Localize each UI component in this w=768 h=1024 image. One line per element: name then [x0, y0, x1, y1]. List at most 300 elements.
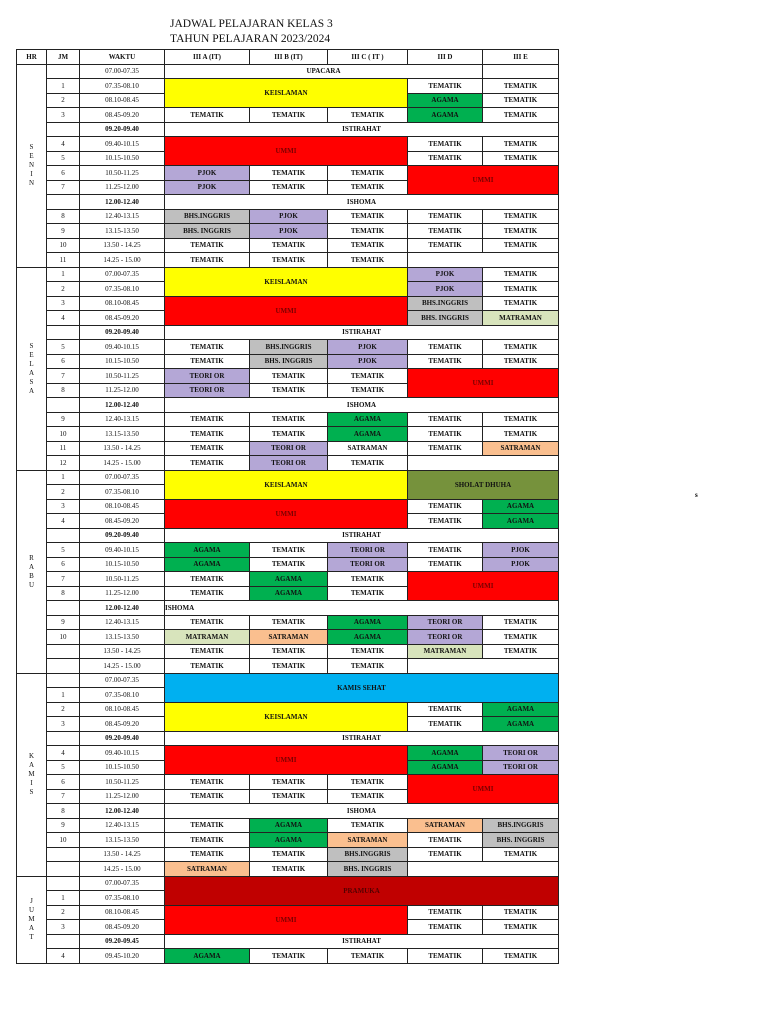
- subject-cell: TEMATIK: [328, 456, 408, 471]
- time-slot: 14.25 - 15.00: [80, 862, 165, 877]
- subject-cell: BHS. INGGRIS: [483, 833, 559, 848]
- period-number: 6: [47, 166, 80, 181]
- subject-cell: TEMATIK: [483, 615, 559, 630]
- subject-cell: TEMATIK: [328, 166, 408, 181]
- subject-cell: [408, 862, 559, 877]
- time-slot: 07.00-07.35: [80, 673, 165, 688]
- day-label: R A B U: [17, 470, 47, 673]
- subject-cell: AGAMA: [165, 949, 250, 964]
- subject-cell: TEMATIK: [328, 818, 408, 833]
- subject-cell: KAMIS SEHAT: [165, 673, 559, 702]
- subject-cell: BHS.INGGRIS: [165, 209, 250, 224]
- subject-cell: TEMATIK: [165, 412, 250, 427]
- time-slot: 08.45-09.20: [80, 717, 165, 732]
- subject-cell: TEMATIK: [250, 543, 328, 558]
- table-row: [17, 572, 559, 587]
- time-slot: 12.40-13.15: [80, 209, 165, 224]
- subject-cell: TEORI OR: [250, 441, 328, 456]
- subject-cell: TEMATIK: [483, 151, 559, 166]
- subject-cell: ISTIRAHAT: [165, 934, 559, 949]
- subject-cell: AGAMA: [483, 717, 559, 732]
- column-header: III D: [408, 50, 483, 65]
- subject-cell: TEORI OR: [408, 630, 483, 645]
- period-number: 4: [47, 137, 80, 152]
- subject-cell: SATRAMAN: [165, 862, 250, 877]
- subject-cell: TEMATIK: [408, 702, 483, 717]
- subject-cell: KEISLAMAN: [165, 267, 408, 296]
- table-row: [17, 369, 559, 384]
- table-row: [17, 557, 559, 572]
- subject-cell: BHS.INGGRIS: [483, 818, 559, 833]
- subject-cell: ISHOMA: [165, 601, 559, 616]
- time-slot: 10.15-10.50: [80, 151, 165, 166]
- subject-cell: UMMI: [165, 296, 408, 325]
- subject-cell: TEMATIK: [408, 79, 483, 94]
- time-slot: 14.25 - 15.00: [80, 659, 165, 674]
- subject-cell: TEORI OR: [165, 369, 250, 384]
- subject-cell: TEMATIK: [408, 224, 483, 239]
- table-row: [17, 934, 559, 949]
- period-number: 9: [47, 818, 80, 833]
- subject-cell: TEMATIK: [250, 238, 328, 253]
- subject-cell: SATRAMAN: [328, 833, 408, 848]
- subject-cell: TEMATIK: [408, 441, 483, 456]
- subject-cell: TEORI OR: [483, 746, 559, 761]
- period-number: [47, 847, 80, 862]
- subject-cell: TEMATIK: [165, 789, 250, 804]
- subject-cell: TEMATIK: [408, 209, 483, 224]
- period-number: [47, 862, 80, 877]
- subject-cell: ISTIRAHAT: [165, 122, 559, 137]
- period-number: 11: [47, 253, 80, 268]
- period-number: 8: [47, 586, 80, 601]
- subject-cell: AGAMA: [328, 615, 408, 630]
- table-row: [17, 267, 559, 282]
- table-row: [17, 644, 559, 659]
- period-number: 10: [47, 427, 80, 442]
- schedule-body: [17, 64, 559, 963]
- table-row: [17, 166, 559, 181]
- subject-cell: TEMATIK: [408, 151, 483, 166]
- time-slot: 08.10-08.45: [80, 93, 165, 108]
- table-row: [17, 862, 559, 877]
- subject-cell: SATRAMAN: [483, 441, 559, 456]
- subject-cell: TEMATIK: [483, 905, 559, 920]
- subject-cell: TEORI OR: [328, 557, 408, 572]
- period-number: 5: [47, 340, 80, 355]
- time-slot: 13.15-13.50: [80, 833, 165, 848]
- subject-cell: TEMATIK: [408, 412, 483, 427]
- period-number: 3: [47, 499, 80, 514]
- table-row: [17, 876, 559, 891]
- time-slot: 09.40-10.15: [80, 746, 165, 761]
- time-slot: 11.25-12.00: [80, 180, 165, 195]
- subject-cell: TEMATIK: [165, 354, 250, 369]
- header-row: [17, 50, 559, 65]
- subject-cell: SATRAMAN: [328, 441, 408, 456]
- time-slot: 13.15-13.50: [80, 427, 165, 442]
- subject-cell: ISHOMA: [165, 195, 559, 210]
- subject-cell: PJOK: [328, 354, 408, 369]
- table-row: [17, 833, 559, 848]
- subject-cell: TEMATIK: [250, 847, 328, 862]
- table-row: [17, 775, 559, 790]
- period-number: 10: [47, 630, 80, 645]
- subject-cell: TEMATIK: [250, 949, 328, 964]
- time-slot: 09.45-10.20: [80, 949, 165, 964]
- subject-cell: TEMATIK: [250, 369, 328, 384]
- subject-cell: TEMATIK: [328, 253, 408, 268]
- period-number: [47, 398, 80, 413]
- period-number: 7: [47, 789, 80, 804]
- subject-cell: TEMATIK: [483, 354, 559, 369]
- subject-cell: TEMATIK: [483, 79, 559, 94]
- subject-cell: TEMATIK: [165, 572, 250, 587]
- table-row: [17, 543, 559, 558]
- subject-cell: TEMATIK: [250, 557, 328, 572]
- table-row: [17, 224, 559, 239]
- subject-cell: TEMATIK: [408, 427, 483, 442]
- table-row: [17, 804, 559, 819]
- subject-cell: BHS.INGGRIS: [328, 847, 408, 862]
- subject-cell: TEMATIK: [483, 137, 559, 152]
- subject-cell: PJOK: [250, 224, 328, 239]
- period-number: 3: [47, 296, 80, 311]
- day-label: S E N I N: [17, 64, 47, 267]
- subject-cell: TEMATIK: [483, 209, 559, 224]
- column-header: III B (IT): [250, 50, 328, 65]
- period-number: 1: [47, 891, 80, 906]
- subject-cell: AGAMA: [250, 572, 328, 587]
- subject-cell: TEMATIK: [328, 369, 408, 384]
- period-number: 3: [47, 920, 80, 935]
- time-slot: 10.15-10.50: [80, 760, 165, 775]
- column-header: III E: [483, 50, 559, 65]
- subject-cell: TEMATIK: [165, 456, 250, 471]
- subject-cell: TEMATIK: [165, 644, 250, 659]
- day-label: J U M A T: [17, 876, 47, 963]
- subject-cell: UMMI: [165, 137, 408, 166]
- time-slot: 13.15-13.50: [80, 630, 165, 645]
- time-slot: 07.35-08.10: [80, 79, 165, 94]
- time-slot: 09.20-09.45: [80, 934, 165, 949]
- period-number: 4: [47, 514, 80, 529]
- subject-cell: TEMATIK: [328, 789, 408, 804]
- period-number: 3: [47, 108, 80, 123]
- table-row: [17, 470, 559, 485]
- time-slot: 08.45-09.20: [80, 514, 165, 529]
- time-slot: 07.35-08.10: [80, 282, 165, 297]
- subject-cell: TEMATIK: [250, 108, 328, 123]
- time-slot: 08.10-08.45: [80, 702, 165, 717]
- subject-cell: TEMATIK: [165, 818, 250, 833]
- subject-cell: TEMATIK: [250, 789, 328, 804]
- subject-cell: TEMATIK: [408, 557, 483, 572]
- subject-cell: ISHOMA: [165, 804, 559, 819]
- table-row: [17, 325, 559, 340]
- subject-cell: TEMATIK: [165, 427, 250, 442]
- period-number: 6: [47, 775, 80, 790]
- subject-cell: UMMI: [408, 572, 559, 601]
- time-slot: 14.25 - 15.00: [80, 456, 165, 471]
- table-row: [17, 731, 559, 746]
- period-number: 9: [47, 615, 80, 630]
- time-slot: 10.50-11.25: [80, 775, 165, 790]
- period-number: 8: [47, 209, 80, 224]
- table-row: [17, 601, 559, 616]
- period-number: 9: [47, 224, 80, 239]
- schedule-subtitle: TAHUN PELAJARAN 2023/2024: [170, 33, 331, 45]
- subject-cell: TEMATIK: [483, 340, 559, 355]
- subject-cell: TEMATIK: [408, 833, 483, 848]
- subject-cell: TEMATIK: [328, 775, 408, 790]
- time-slot: 08.45-09.20: [80, 920, 165, 935]
- period-number: 2: [47, 282, 80, 297]
- subject-cell: TEMATIK: [483, 920, 559, 935]
- subject-cell: AGAMA: [250, 818, 328, 833]
- subject-cell: KEISLAMAN: [165, 79, 408, 108]
- day-label: K A M I S: [17, 673, 47, 876]
- period-number: 3: [47, 717, 80, 732]
- subject-cell: TEMATIK: [250, 644, 328, 659]
- time-slot: 08.10-08.45: [80, 905, 165, 920]
- subject-cell: TEORI OR: [408, 615, 483, 630]
- table-row: [17, 108, 559, 123]
- subject-cell: TEMATIK: [328, 659, 408, 674]
- subject-cell: MATRAMAN: [165, 630, 250, 645]
- table-row: [17, 354, 559, 369]
- subject-cell: [408, 659, 559, 674]
- time-slot: 09.40-10.15: [80, 340, 165, 355]
- subject-cell: MATRAMAN: [408, 644, 483, 659]
- time-slot: 09.20-09.40: [80, 122, 165, 137]
- subject-cell: AGAMA: [328, 630, 408, 645]
- subject-cell: AGAMA: [483, 702, 559, 717]
- subject-cell: AGAMA: [408, 93, 483, 108]
- subject-cell: TEMATIK: [483, 644, 559, 659]
- period-number: [47, 64, 80, 79]
- time-slot: 12.40-13.15: [80, 412, 165, 427]
- stray-mark: s: [695, 491, 698, 499]
- table-row: [17, 818, 559, 833]
- subject-cell: ISTIRAHAT: [165, 528, 559, 543]
- subject-cell: PJOK: [483, 557, 559, 572]
- subject-cell: AGAMA: [165, 557, 250, 572]
- subject-cell: KEISLAMAN: [165, 470, 408, 499]
- table-row: [17, 427, 559, 442]
- subject-cell: TEMATIK: [328, 180, 408, 195]
- subject-cell: AGAMA: [250, 586, 328, 601]
- period-number: 5: [47, 543, 80, 558]
- column-header: III A (IT): [165, 50, 250, 65]
- column-header: WAKTU: [80, 50, 165, 65]
- period-number: 12: [47, 456, 80, 471]
- subject-cell: TEMATIK: [165, 238, 250, 253]
- subject-cell: TEMATIK: [408, 717, 483, 732]
- subject-cell: TEMATIK: [408, 847, 483, 862]
- subject-cell: TEMATIK: [165, 586, 250, 601]
- time-slot: 12.40-13.15: [80, 615, 165, 630]
- table-row: [17, 79, 559, 94]
- subject-cell: TEMATIK: [328, 108, 408, 123]
- subject-cell: AGAMA: [408, 108, 483, 123]
- period-number: 5: [47, 760, 80, 775]
- table-row: [17, 209, 559, 224]
- subject-cell: TEMATIK: [165, 615, 250, 630]
- subject-cell: TEMATIK: [165, 340, 250, 355]
- subject-cell: TEMATIK: [328, 238, 408, 253]
- time-slot: 08.10-08.45: [80, 499, 165, 514]
- subject-cell: TEMATIK: [165, 253, 250, 268]
- time-slot: 07.00-07.35: [80, 470, 165, 485]
- time-slot: 08.45-09.20: [80, 108, 165, 123]
- subject-cell: PJOK: [328, 340, 408, 355]
- column-header: III C ( IT ): [328, 50, 408, 65]
- table-row: [17, 746, 559, 761]
- subject-cell: TEMATIK: [165, 659, 250, 674]
- subject-cell: TEMATIK: [250, 775, 328, 790]
- period-number: [47, 644, 80, 659]
- period-number: 5: [47, 151, 80, 166]
- table-row: [17, 195, 559, 210]
- subject-cell: AGAMA: [328, 412, 408, 427]
- time-slot: 09.20-09.40: [80, 325, 165, 340]
- column-header: JM: [47, 50, 80, 65]
- time-slot: 09.40-10.15: [80, 543, 165, 558]
- period-number: 10: [47, 833, 80, 848]
- period-number: 4: [47, 949, 80, 964]
- subject-cell: TEMATIK: [483, 238, 559, 253]
- subject-cell: TEMATIK: [408, 137, 483, 152]
- table-row: [17, 499, 559, 514]
- subject-cell: TEMATIK: [483, 296, 559, 311]
- table-row: [17, 528, 559, 543]
- period-number: 2: [47, 905, 80, 920]
- time-slot: 12.00-12.40: [80, 601, 165, 616]
- time-slot: 07.00-07.35: [80, 267, 165, 282]
- time-slot: 07.35-08.10: [80, 891, 165, 906]
- period-number: [47, 731, 80, 746]
- subject-cell: TEMATIK: [408, 949, 483, 964]
- subject-cell: TEMATIK: [328, 383, 408, 398]
- time-slot: 13.50 - 14.25: [80, 441, 165, 456]
- subject-cell: TEMATIK: [328, 209, 408, 224]
- period-number: 1: [47, 79, 80, 94]
- table-row: [17, 398, 559, 413]
- period-number: [47, 195, 80, 210]
- subject-cell: AGAMA: [408, 746, 483, 761]
- time-slot: 09.20-09.40: [80, 528, 165, 543]
- subject-cell: UMMI: [408, 775, 559, 804]
- period-number: 8: [47, 383, 80, 398]
- subject-cell: SATRAMAN: [250, 630, 328, 645]
- schedule-title: JADWAL PELAJARAN KELAS 3: [170, 18, 333, 30]
- subject-cell: UMMI: [165, 499, 408, 528]
- subject-cell: UMMI: [165, 905, 408, 934]
- subject-cell: AGAMA: [483, 514, 559, 529]
- subject-cell: ISHOMA: [165, 398, 559, 413]
- subject-cell: [408, 253, 559, 268]
- subject-cell: TEMATIK: [165, 833, 250, 848]
- subject-cell: PJOK: [408, 267, 483, 282]
- subject-cell: ISTIRAHAT: [165, 731, 559, 746]
- time-slot: 12.00-12.40: [80, 398, 165, 413]
- table-row: [17, 412, 559, 427]
- time-slot: 07.35-08.10: [80, 485, 165, 500]
- subject-cell: BHS. INGGRIS: [165, 224, 250, 239]
- period-number: 2: [47, 485, 80, 500]
- period-number: 6: [47, 354, 80, 369]
- time-slot: 12.00-12.40: [80, 804, 165, 819]
- subject-cell: TEMATIK: [250, 862, 328, 877]
- subject-cell: BHS.INGGRIS: [408, 296, 483, 311]
- subject-cell: TEMATIK: [165, 108, 250, 123]
- time-slot: 13.50 - 14.25: [80, 238, 165, 253]
- time-slot: 14.25 - 15.00: [80, 253, 165, 268]
- subject-cell: TEORI OR: [483, 760, 559, 775]
- period-number: 9: [47, 412, 80, 427]
- subject-cell: TEMATIK: [328, 572, 408, 587]
- subject-cell: TEMATIK: [250, 427, 328, 442]
- subject-cell: TEMATIK: [250, 615, 328, 630]
- table-row: [17, 340, 559, 355]
- period-number: 7: [47, 369, 80, 384]
- subject-cell: TEORI OR: [165, 383, 250, 398]
- subject-cell: TEMATIK: [408, 920, 483, 935]
- subject-cell: TEMATIK: [483, 108, 559, 123]
- time-slot: 07.35-08.10: [80, 688, 165, 703]
- subject-cell: TEMATIK: [328, 224, 408, 239]
- subject-cell: TEMATIK: [483, 282, 559, 297]
- subject-cell: TEMATIK: [483, 267, 559, 282]
- subject-cell: PJOK: [408, 282, 483, 297]
- time-slot: 08.10-08.45: [80, 296, 165, 311]
- table-row: [17, 615, 559, 630]
- subject-cell: TEMATIK: [408, 499, 483, 514]
- period-number: 4: [47, 746, 80, 761]
- subject-cell: UMMI: [408, 369, 559, 398]
- subject-cell: TEMATIK: [250, 180, 328, 195]
- subject-cell: [483, 64, 559, 79]
- subject-cell: TEMATIK: [408, 340, 483, 355]
- time-slot: 11.25-12.00: [80, 383, 165, 398]
- subject-cell: TEORI OR: [250, 456, 328, 471]
- subject-cell: BHS. INGGRIS: [408, 311, 483, 326]
- subject-cell: ISTIRAHAT: [165, 325, 559, 340]
- subject-cell: UMMI: [165, 746, 408, 775]
- period-number: [47, 122, 80, 137]
- table-row: [17, 659, 559, 674]
- subject-cell: AGAMA: [250, 833, 328, 848]
- period-number: 7: [47, 572, 80, 587]
- subject-cell: AGAMA: [165, 543, 250, 558]
- period-number: [47, 528, 80, 543]
- time-slot: 12.00-12.40: [80, 195, 165, 210]
- subject-cell: TEMATIK: [408, 543, 483, 558]
- day-label: S E L A S A: [17, 267, 47, 470]
- table-row: [17, 238, 559, 253]
- period-number: 1: [47, 470, 80, 485]
- column-header: HR: [17, 50, 47, 65]
- table-row: [17, 949, 559, 964]
- subject-cell: TEORI OR: [328, 543, 408, 558]
- period-number: 8: [47, 804, 80, 819]
- time-slot: 09.40-10.15: [80, 137, 165, 152]
- subject-cell: TEMATIK: [408, 354, 483, 369]
- subject-cell: TEMATIK: [483, 93, 559, 108]
- time-slot: 11.25-12.00: [80, 789, 165, 804]
- time-slot: 07.00-07.35: [80, 876, 165, 891]
